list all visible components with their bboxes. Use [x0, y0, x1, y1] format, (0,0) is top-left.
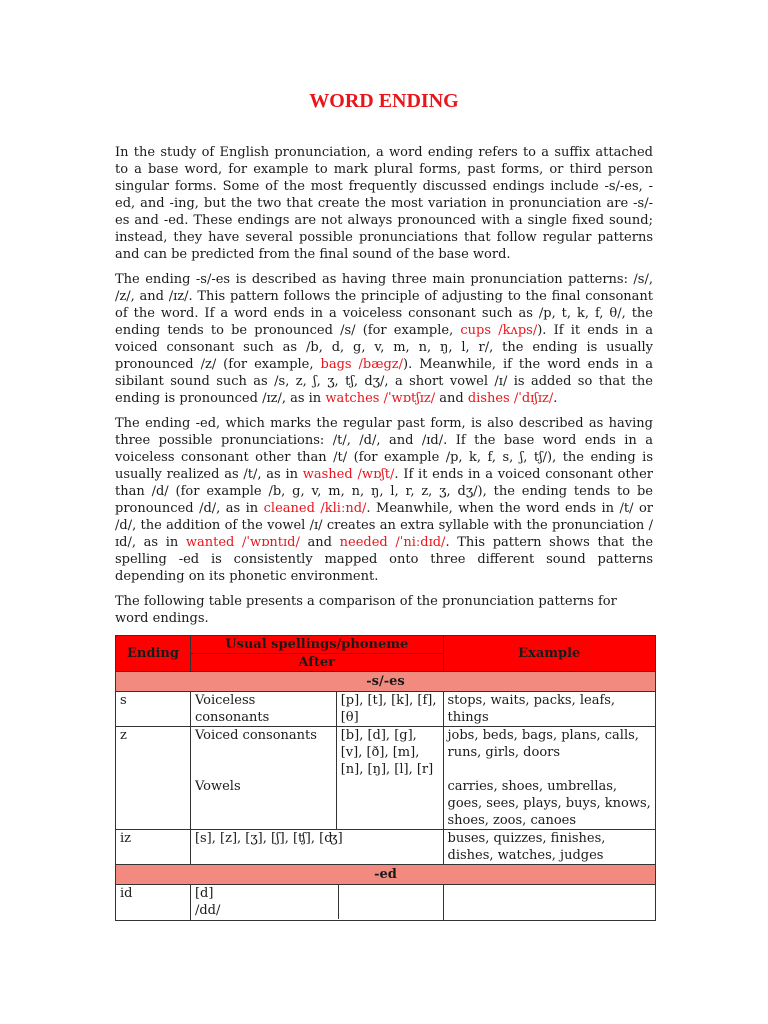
- text-run: . If it ends in a voiced consonant other than /d/ (for example /b, g, v, m, n, ŋ, l, r, z, ʒ, dʒ/), the ending tends to be pronounced /d/, as in: [115, 467, 653, 516]
- example-cleaned: cleaned /kliːnd/: [263, 501, 367, 516]
- paragraph-table-intro: The following table presents a comparison of the pronunciation patterns for word endings.: [115, 594, 617, 626]
- section-header-ed: -ed: [116, 865, 656, 885]
- example-wanted: wanted /ˈwɒntɪd/: [185, 535, 300, 550]
- text-run: ). If it ends in a voiced consonant such as /b, d, g, v, m, n, ŋ, l, r/, the ending is usually pronounced /z/ (for example,: [115, 323, 653, 372]
- phoneme-dd: /dd/: [194, 903, 221, 918]
- text-run: The ending -ed, which marks the regular past form, is also described as having three possible pronunciations: /t/, /d/, and /ɪd/. If the base word ends in a voiceless consonant other than /t/ (for example /p, k, f, s, ʃ, tʃ/), the ending is usually realized as /t/, as in: [115, 416, 653, 482]
- cell-example: buses, quizzes, finishes, dishes, watches, judges: [443, 830, 656, 865]
- cell-phoneme: [b], [d], [g], [v], [ð], [m], [n], [ŋ], [l], [r]: [336, 727, 443, 830]
- paragraph-intro: In the study of English pronunciation, a word ending refers to a suffix attached to a base word, for example to mark plural forms, past forms, or third person singular forms. Some of the most frequently discussed endings include -s/-es, -ed, and -ing, but the two that create the most variation in pronunciation are -s/-es and -ed. These endings are not always pronounced with a single fixed sound; instead, they have several possible pronunciations that follow regular patterns and can be predicted from the final sound of the base word.: [115, 145, 653, 262]
- paragraph-ed: [115, 415, 653, 585]
- table-row: [116, 830, 656, 865]
- cell-category: [190, 727, 336, 830]
- cell-ending: s: [116, 692, 191, 727]
- cell-ending: z: [116, 727, 191, 830]
- empty-cell: [339, 885, 443, 919]
- pronunciation-table: [115, 635, 656, 921]
- example-bags: bags /bægz/: [320, 357, 404, 372]
- cell-example: [443, 885, 656, 921]
- example-vowels: carries, shoes, umbrellas, goes, sees, plays, buys, knows, shoes, zoos, canoes: [447, 779, 651, 828]
- spacer: [448, 761, 652, 778]
- header-ending: Ending: [116, 636, 191, 672]
- phoneme-stack: [191, 885, 339, 919]
- page-title: WORD ENDING: [309, 90, 459, 112]
- cell-ending: id: [116, 885, 191, 921]
- cell-phoneme: [190, 885, 443, 921]
- text-run: . Meanwhile, when the word ends in /t/ or /d/, the addition of the vowel /ɪ/ creates an extra syllable with the pronunciation /ɪd/, as in: [115, 501, 653, 550]
- header-usual-spellings: Usual spellings/phoneme: [190, 636, 443, 654]
- example-dishes: dishes /ˈdɪʃɪz/: [467, 391, 554, 406]
- text-run: and: [435, 391, 468, 406]
- table-row: [116, 727, 656, 830]
- example-washed: washed /wɒʃt/: [302, 467, 395, 482]
- category-vowels: Vowels: [194, 779, 241, 794]
- header-example: Example: [443, 636, 656, 672]
- example-voiced: jobs, beds, bags, plans, calls, runs, girls, doors: [447, 728, 639, 760]
- table-row: [116, 885, 656, 921]
- example-watches: watches /ˈwɒtʃɪz/: [325, 391, 436, 406]
- cell-example: [443, 727, 656, 830]
- paragraph-s-es: [115, 271, 653, 407]
- category-voiced: Voiced consonants: [194, 728, 317, 743]
- cell-ending: iz: [116, 830, 191, 865]
- section-header-s-es: -s/-es: [116, 672, 656, 692]
- cell-category: Voiceless consonants: [190, 692, 336, 727]
- example-cups: cups /kʌps/: [460, 323, 538, 338]
- text-run: .: [553, 391, 558, 406]
- text-run: The ending -s/-es is described as having three main pronunciation patterns: /s/, /z/, and /ɪz/. This pattern follows the principle of adjusting to the final consonant of the word. If a word ends in a voiceless consonant such as /p, t, k, f, θ/, the ending tends to be pronounced /s/ (for example,: [115, 272, 653, 338]
- example-needed: needed /ˈniːdɪd/: [339, 535, 446, 550]
- spacer: [195, 744, 332, 778]
- text-run: and: [299, 535, 340, 550]
- text-run: ). Meanwhile, if the word ends in a sibilant sound such as /s, z, ʃ, ʒ, tʃ, dʒ/, a short vowel /ɪ/ is added so that the ending is pronounced /ɪz/, as in: [115, 357, 653, 406]
- cell-phoneme: [s], [z], [ʒ], [ʃ], [ʧ], [ʤ]: [190, 830, 443, 865]
- document-body: [115, 144, 653, 635]
- cell-phoneme: [p], [t], [k], [f], [θ]: [336, 692, 443, 727]
- table-row: [116, 692, 656, 727]
- cell-example: stops, waits, packs, leafs, things: [443, 692, 656, 727]
- text-run: . This pattern shows that the spelling -ed is consistently mapped onto three different sound patterns depending on its phonetic environment.: [115, 535, 654, 584]
- phoneme-d: [d]: [194, 886, 214, 901]
- header-after: After: [190, 654, 443, 672]
